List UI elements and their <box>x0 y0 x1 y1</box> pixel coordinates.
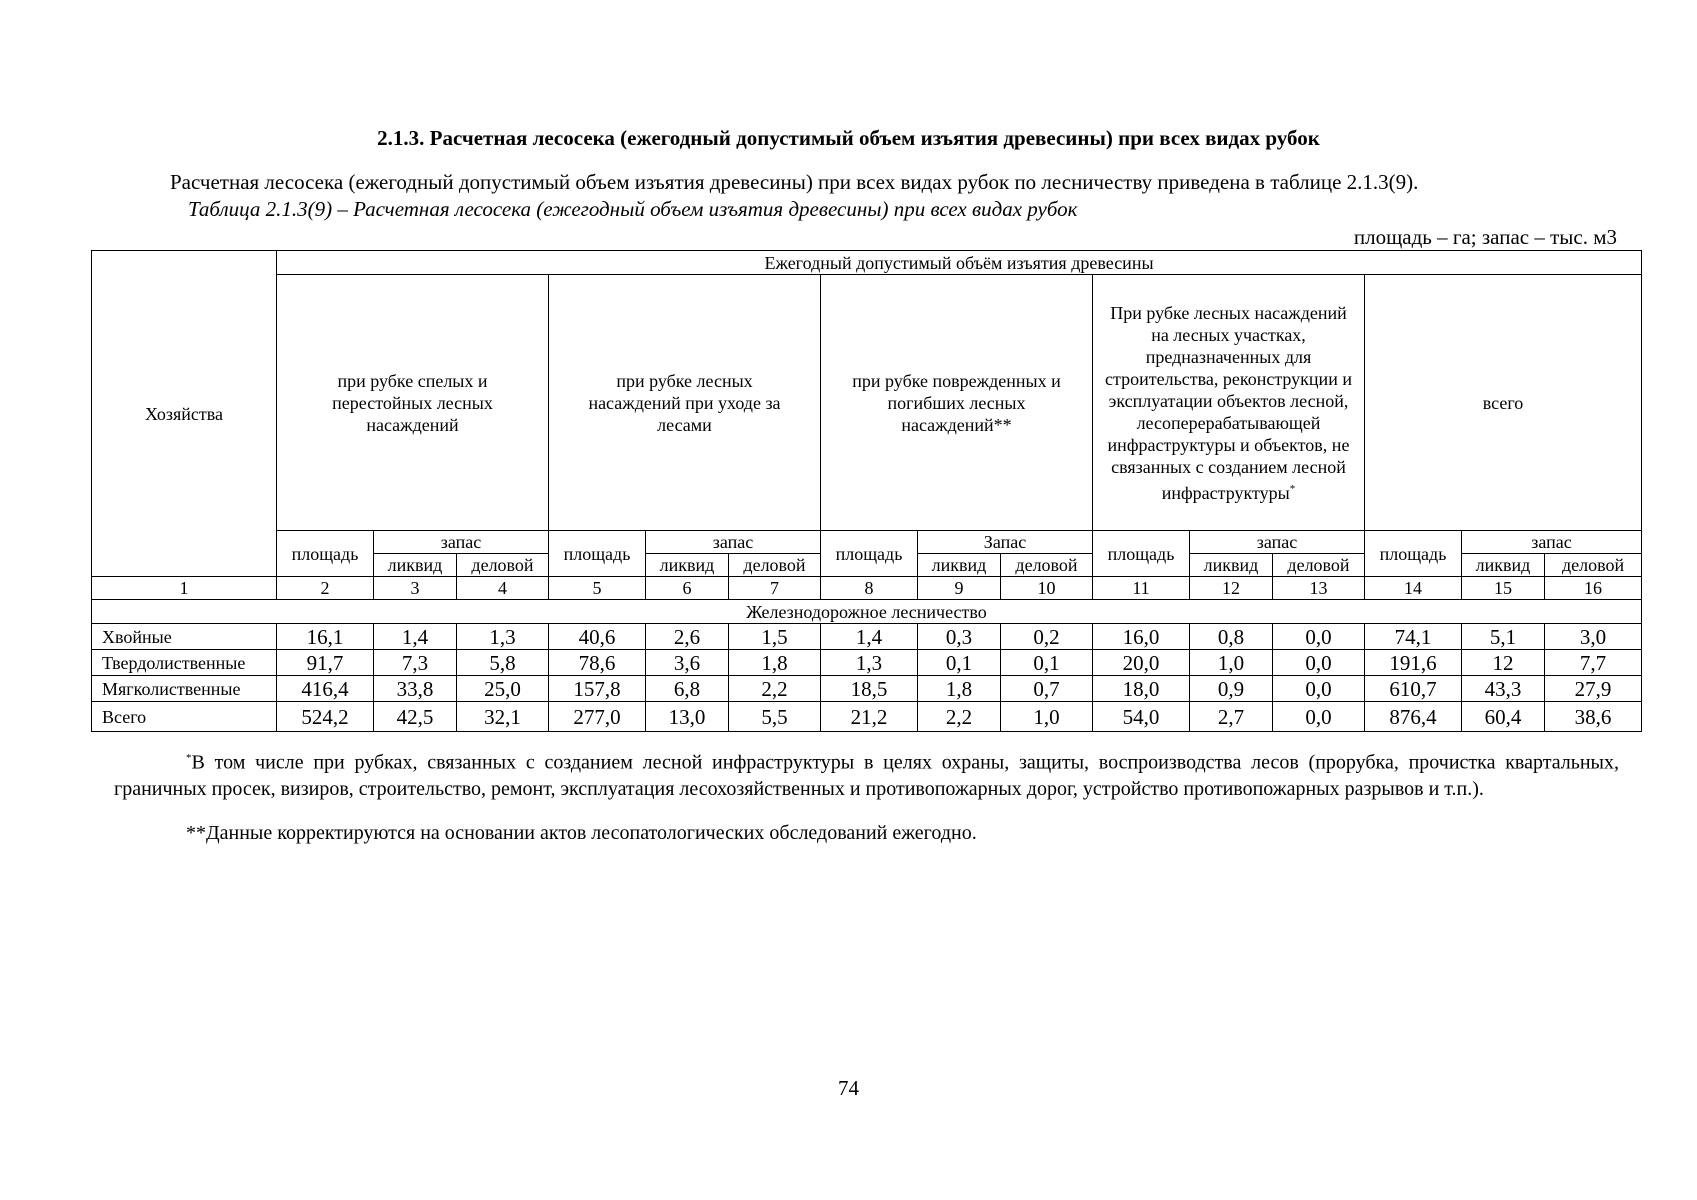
header-liquid: ликвид <box>1190 554 1273 577</box>
table-cell: 5,1 <box>1462 624 1545 650</box>
table-row <box>92 624 1642 650</box>
header-business: деловой <box>457 554 549 577</box>
table-row-total <box>92 702 1642 732</box>
row-name: Всего <box>92 702 277 732</box>
table-cell: 1,8 <box>729 650 821 676</box>
table-cell: 20,0 <box>1093 650 1190 676</box>
table-cell: 1,0 <box>1001 702 1093 732</box>
table-cell: 78,6 <box>549 650 646 676</box>
table-cell: 38,6 <box>1545 702 1642 732</box>
header-business: деловой <box>1273 554 1365 577</box>
table-cell: 18,0 <box>1093 676 1190 702</box>
header-business: деловой <box>729 554 821 577</box>
table-cell: 60,4 <box>1462 702 1545 732</box>
header-liquid: ликвид <box>1462 554 1545 577</box>
column-number: 10 <box>1001 577 1093 600</box>
table-cell: 2,6 <box>646 624 729 650</box>
table-cell: 54,0 <box>1093 702 1190 732</box>
table-cell: 0,2 <box>1001 624 1093 650</box>
table-cell: 1,4 <box>821 624 918 650</box>
header-category-5: всего <box>1365 275 1642 531</box>
table-cell: 0,7 <box>1001 676 1093 702</box>
column-number: 1 <box>92 577 277 600</box>
harvest-table <box>91 250 1642 732</box>
section-heading: 2.1.3. Расчетная лесосека (ежегодный допустимый объем изъятия древесины) при всех видах рубок <box>377 126 1320 150</box>
column-number: 3 <box>374 577 457 600</box>
table-cell: 5,8 <box>457 650 549 676</box>
table-caption: Таблица 2.1.3(9) – Расчетная лесосека (ежегодный объем изъятия древесины) при всех видах рубок <box>188 197 1078 221</box>
table-cell: 0,1 <box>1001 650 1093 676</box>
row-name: Хвойные <box>92 624 277 650</box>
footnote-2: **Данные корректируются на основании актов лесопатологических обследований ежегодно. <box>186 822 977 844</box>
table-cell: 1,0 <box>1190 650 1273 676</box>
header-category-4-text: При рубке лесных насаждений на лесных участках, предназначенных для строительства, реконструкции и эксплуатации объектов лесной, лесоперерабатывающей инфраструктуры и объектов, не связанных с созданием лесной инфраструктуры <box>1105 302 1352 503</box>
header-liquid: ликвид <box>918 554 1001 577</box>
table-cell: 74,1 <box>1365 624 1462 650</box>
table-cell: 0,9 <box>1190 676 1273 702</box>
row-name: Мягколиственные <box>92 676 277 702</box>
table-cell: 1,4 <box>374 624 457 650</box>
column-number: 11 <box>1093 577 1190 600</box>
header-category-3: при рубке поврежденных и погибших лесных насаждений** <box>821 275 1093 531</box>
table-cell: 0,0 <box>1273 624 1365 650</box>
table-cell: 32,1 <box>457 702 549 732</box>
header-stock: запас <box>374 531 549 554</box>
table-cell: 1,8 <box>918 676 1001 702</box>
section-row-forestry: Железнодорожное лесничество <box>92 600 1642 624</box>
table-cell: 42,5 <box>374 702 457 732</box>
header-business: деловой <box>1001 554 1093 577</box>
table-cell: 25,0 <box>457 676 549 702</box>
table-cell: 40,6 <box>549 624 646 650</box>
table-cell: 33,8 <box>374 676 457 702</box>
table-cell: 2,2 <box>729 676 821 702</box>
table-cell: 43,3 <box>1462 676 1545 702</box>
table-cell: 876,4 <box>1365 702 1462 732</box>
table-cell: 91,7 <box>277 650 374 676</box>
header-area: площадь <box>821 531 918 577</box>
table-cell: 1,5 <box>729 624 821 650</box>
table-cell: 16,0 <box>1093 624 1190 650</box>
column-number: 2 <box>277 577 374 600</box>
header-stock: запас <box>1190 531 1365 554</box>
header-business: деловой <box>1545 554 1642 577</box>
table-cell: 27,9 <box>1545 676 1642 702</box>
table-cell: 2,7 <box>1190 702 1273 732</box>
column-number-row <box>92 577 1642 600</box>
table-row <box>92 676 1642 702</box>
table-row <box>92 650 1642 676</box>
table-cell: 3,6 <box>646 650 729 676</box>
table-cell: 12 <box>1462 650 1545 676</box>
footnote-1-text: В том числе при рубках, связанных с созданием лесной инфраструктуры в целях охраны, защиты, воспроизводства лесов (прорубка, прочистка квартальных, граничных просек, визиров, строительство, ремонт, эксплуатация лесохозяйственных и противопожарных дорог, устройство противопожарных разрывов и т.п.). <box>114 751 1619 800</box>
header-liquid: ликвид <box>374 554 457 577</box>
table-cell: 13,0 <box>646 702 729 732</box>
units-note: площадь – га; запас – тыс. м3 <box>1353 225 1617 249</box>
table-cell: 7,3 <box>374 650 457 676</box>
table-cell: 0,1 <box>918 650 1001 676</box>
page-number: 74 <box>838 1076 859 1100</box>
row-name: Твердолиственные <box>92 650 277 676</box>
table-cell: 157,8 <box>549 676 646 702</box>
header-area: площадь <box>549 531 646 577</box>
header-stock: запас <box>1462 531 1642 554</box>
header-farm: Хозяйства <box>92 251 277 577</box>
header-liquid: ликвид <box>646 554 729 577</box>
table-cell: 3,0 <box>1545 624 1642 650</box>
intro-paragraph: Расчетная лесосека (ежегодный допустимый объем изъятия древесины) при всех видах рубок по лесничеству приведена в таблице 2.1.3(9). <box>170 170 1419 194</box>
table-cell: 0,3 <box>918 624 1001 650</box>
table-cell: 0,0 <box>1273 676 1365 702</box>
table-cell: 277,0 <box>549 702 646 732</box>
header-area: площадь <box>1365 531 1462 577</box>
table-cell: 1,3 <box>457 624 549 650</box>
table-cell: 0,0 <box>1273 702 1365 732</box>
table-cell: 416,4 <box>277 676 374 702</box>
footnote-1-mark: * <box>186 752 192 764</box>
table-cell: 5,5 <box>729 702 821 732</box>
table-cell: 610,7 <box>1365 676 1462 702</box>
table-cell: 2,2 <box>918 702 1001 732</box>
column-number: 7 <box>729 577 821 600</box>
footnote-1 <box>114 745 1619 802</box>
column-number: 8 <box>821 577 918 600</box>
header-category-4 <box>1093 275 1365 531</box>
footnote-mark: * <box>1289 482 1296 495</box>
column-number: 12 <box>1190 577 1273 600</box>
column-number: 6 <box>646 577 729 600</box>
table-cell: 6,8 <box>646 676 729 702</box>
table-cell: 1,3 <box>821 650 918 676</box>
table-cell: 21,2 <box>821 702 918 732</box>
table-cell: 524,2 <box>277 702 374 732</box>
table-cell: 0,8 <box>1190 624 1273 650</box>
table-cell: 0,0 <box>1273 650 1365 676</box>
column-number: 13 <box>1273 577 1365 600</box>
column-number: 15 <box>1462 577 1545 600</box>
column-number: 4 <box>457 577 549 600</box>
column-number: 5 <box>549 577 646 600</box>
table-cell: 16,1 <box>277 624 374 650</box>
column-number: 9 <box>918 577 1001 600</box>
header-stock: Запас <box>918 531 1093 554</box>
table-cell: 7,7 <box>1545 650 1642 676</box>
header-group: Ежегодный допустимый объём изъятия древесины <box>277 251 1642 275</box>
column-number: 14 <box>1365 577 1462 600</box>
table-cell: 191,6 <box>1365 650 1462 676</box>
header-category-1: при рубке спелых и перестойных лесных насаждений <box>277 275 549 531</box>
header-category-2: при рубке лесных насаждений при уходе за лесами <box>549 275 821 531</box>
header-area: площадь <box>1093 531 1190 577</box>
table-cell: 18,5 <box>821 676 918 702</box>
header-stock: запас <box>646 531 821 554</box>
header-area: площадь <box>277 531 374 577</box>
column-number: 16 <box>1545 577 1642 600</box>
